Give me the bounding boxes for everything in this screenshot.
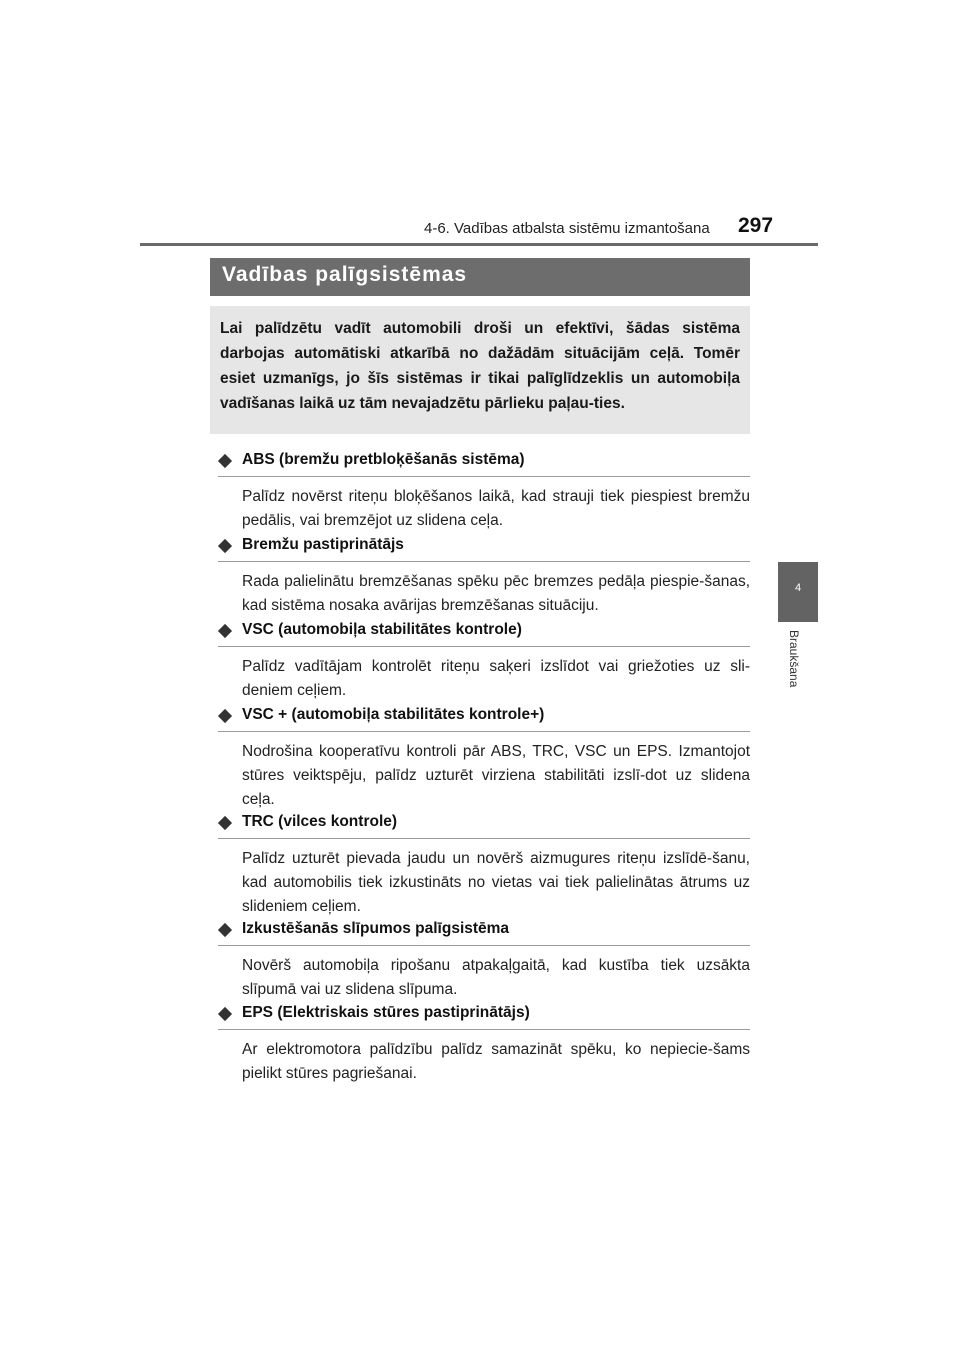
diamond-bullet-icon — [218, 539, 232, 553]
item-heading — [218, 813, 750, 839]
item-description: Palīdz novērst riteņu bloķēšanos laikā, kad strauji tiek piespiest bremžu pedālis, vai bremzējot uz slidena ceļa. — [242, 488, 750, 529]
diamond-bullet-icon — [218, 923, 232, 937]
item-heading — [218, 920, 750, 946]
item-description: Palīdz vadītājam kontrolēt riteņu saķeri izslīdot vai griežoties uz sli-deniem ceļiem. — [242, 658, 750, 699]
chapter-label: Braukšana — [787, 630, 801, 688]
header-section-title: 4-6. Vadības atbalsta sistēmu izmantošana — [424, 220, 710, 237]
item-heading — [218, 621, 750, 647]
list-item-vsc — [218, 621, 750, 703]
diamond-bullet-icon — [218, 709, 232, 723]
list-item-eps — [218, 1004, 750, 1086]
item-heading — [218, 706, 750, 732]
intro-box — [210, 306, 750, 434]
item-title: Izkustēšanās slīpumos palīgsistēma — [242, 920, 510, 937]
intro-text: Lai palīdzētu vadīt automobili droši un efektīvi, šādas sistēma darbojas automātiski atkarībā no dažādām situācijām ceļā. Tomēr esiet uzmanīgs, jo šīs sistēmas ir tikai palīglīdzeklis un automobiļa vadīšanas laikā uz tām nevajadzētu pārlieku paļau-ties. — [220, 320, 740, 412]
chapter-number: 4 — [794, 582, 802, 594]
section-title: Vadības palīgsistēmas — [222, 263, 468, 286]
section-banner — [210, 258, 750, 296]
diamond-bullet-icon — [218, 816, 232, 830]
item-heading — [218, 451, 750, 477]
header-divider — [140, 243, 818, 246]
item-title: VSC (automobiļa stabilitātes kontrole) — [242, 621, 522, 638]
item-description: Rada palielinātu bremzēšanas spēku pēc bremzes pedāļa piespie-šanas, kad sistēma nosaka avārijas bremzēšanas situāciju. — [242, 573, 750, 614]
item-description: Novērš automobiļa ripošanu atpakaļgaitā, kad kustība tiek uzsākta slīpumā vai uz slidena slīpuma. — [242, 957, 750, 998]
page-number: 297 — [738, 214, 774, 237]
item-title: ABS (bremžu pretbloķēšanās sistēma) — [242, 451, 525, 468]
diamond-bullet-icon — [218, 624, 232, 638]
list-item-trc — [218, 813, 750, 919]
item-heading — [218, 536, 750, 562]
diamond-bullet-icon — [218, 1007, 232, 1021]
list-item-brake-assist — [218, 536, 750, 618]
item-description: Nodrošina kooperatīvu kontroli pār ABS, TRC, VSC un EPS. Izmantojot stūres veiktspēju, palīdz uzturēt virziena stabilitāti izslī-dot uz slidena ceļa. — [242, 743, 750, 808]
diamond-bullet-icon — [218, 454, 232, 468]
item-title: EPS (Elektriskais stūres pastiprinātājs) — [242, 1004, 530, 1021]
item-title: TRC (vilces kontrole) — [242, 813, 398, 830]
list-item-abs — [218, 451, 750, 533]
item-title: Bremžu pastiprinātājs — [242, 536, 404, 553]
item-title: VSC + (automobiļa stabilitātes kontrole+) — [242, 706, 545, 723]
item-description: Palīdz uzturēt pievada jaudu un novērš aizmugures riteņu izslīdē-šanu, kad automobilis tiek izkustināts no vietas vai tiek palielinātas ātrums uz slideniem ceļiem. — [242, 850, 750, 915]
list-item-hill-start-assist — [218, 920, 750, 1002]
chapter-tab — [778, 562, 818, 622]
list-item-vsc-plus — [218, 706, 750, 812]
item-description: Ar elektromotora palīdzību palīdz samazināt spēku, ko nepiecie-šams pielikt stūres pagriešanai. — [242, 1041, 750, 1082]
item-heading — [218, 1004, 750, 1030]
